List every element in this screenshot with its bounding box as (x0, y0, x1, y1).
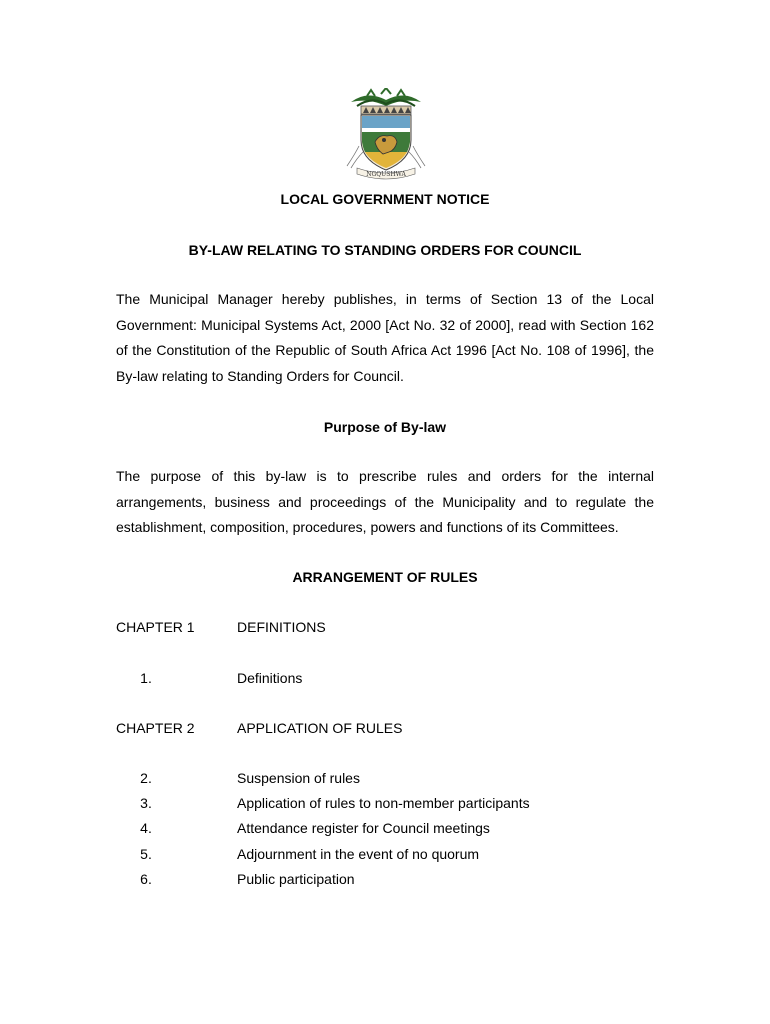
rule-number: 4. (140, 820, 152, 836)
arrangement-heading: ARRANGEMENT OF RULES (292, 569, 478, 585)
rule-row (0, 846, 770, 866)
chapter-row (0, 720, 770, 740)
rule-number: 3. (140, 795, 152, 811)
intro-paragraph: The Municipal Manager hereby publishes, in terms of Section 13 of the Local Government: Municipal Systems Act, 2000 [Act No. 32 of 2000], read with Section 162 of the Constitution of the Republic of South Africa Act 1996 [Act No. 108 of 1996], the By-law relating to Standing Orders for Council. (116, 291, 654, 384)
rule-title: Application of rules to non-member participants (237, 795, 530, 811)
rule-row (0, 670, 770, 690)
rule-row (0, 871, 770, 891)
rule-number: 5. (140, 846, 152, 862)
crest-leaves (351, 88, 421, 106)
rule-title: Suspension of rules (237, 770, 360, 786)
chapter-label: CHAPTER 1 (116, 619, 195, 635)
notice-title: LOCAL GOVERNMENT NOTICE (280, 191, 490, 207)
logo-text: NGQUSHWA (366, 171, 406, 178)
chapter-title: APPLICATION OF RULES (237, 720, 403, 736)
bylaw-title: BY-LAW RELATING TO STANDING ORDERS FOR COUNCIL (188, 242, 582, 258)
rule-title: Definitions (237, 670, 303, 686)
chapter-title: DEFINITIONS (237, 619, 326, 635)
rule-title: Public participation (237, 871, 355, 887)
rule-title: Adjournment in the event of no quorum (237, 846, 480, 862)
chapter-row (0, 619, 770, 639)
rule-number: 6. (140, 871, 152, 887)
rule-row (0, 820, 770, 840)
rule-number: 2. (140, 770, 152, 786)
coat-of-arms-logo (337, 88, 435, 184)
rule-title: Attendance register for Council meetings (237, 820, 490, 836)
rule-row (0, 770, 770, 790)
purpose-heading: Purpose of By-law (323, 419, 447, 435)
purpose-paragraph: The purpose of this by-law is to prescribe rules and orders for the internal arrangements, business and proceedings of the Municipality and to regulate the establishment, composition, procedures, powers and functions of its Committees. (116, 468, 654, 535)
chapter-label: CHAPTER 2 (116, 720, 195, 736)
rule-row (0, 795, 770, 815)
rule-number: 1. (140, 670, 152, 686)
